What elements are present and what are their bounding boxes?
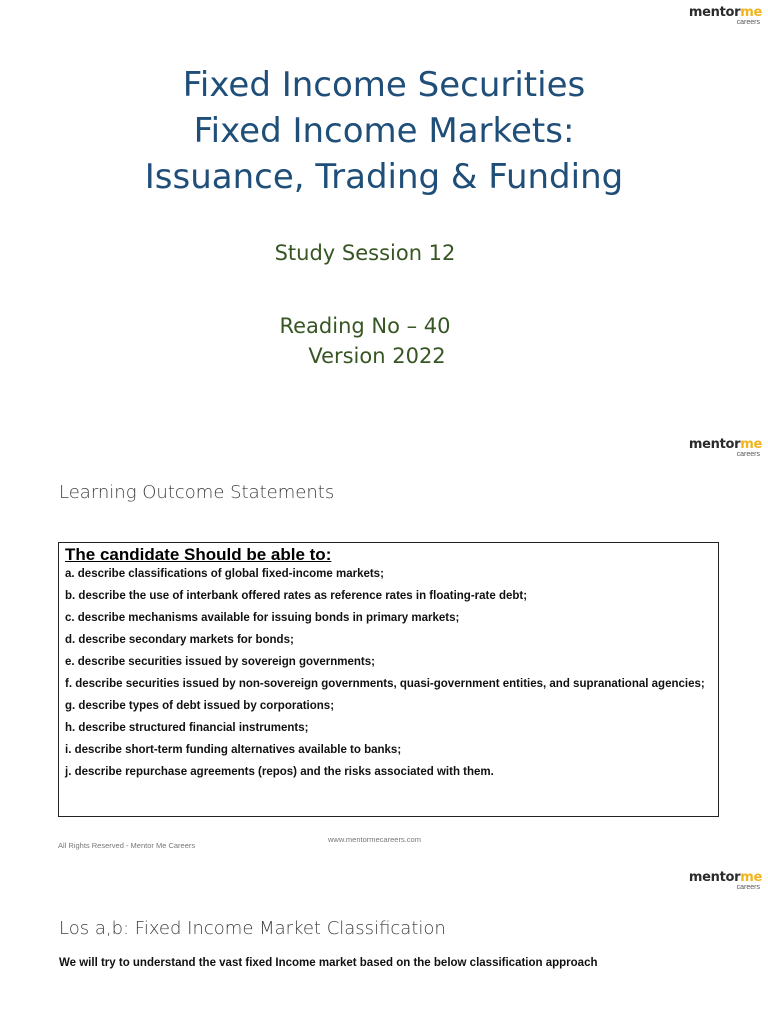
website-footer: www.mentormecareers.com	[328, 835, 421, 844]
reading-number: Reading No – 40	[279, 314, 451, 338]
los-slide	[0, 420, 768, 860]
list-item: f. describe securities issued by non-sovereign governments, quasi-government entities, and supranational agencies;	[65, 678, 705, 690]
study-session: Study Session 12	[274, 241, 456, 265]
intro-text: We will try to understand the vast fixed Income market based on the below classification approach	[59, 957, 598, 969]
section-title: Los a,b: Fixed Income Market Classification	[59, 918, 446, 939]
list-item: g. describe types of debt issued by corporations;	[65, 700, 335, 712]
list-item: h. describe structured financial instruments;	[65, 722, 309, 734]
copyright-footer: All Rights Reserved - Mentor Me Careers	[58, 841, 196, 850]
list-item: j. describe repurchase agreements (repos) and the risks associated with them.	[65, 766, 494, 778]
los-heading: The candidate Should be able to:	[65, 545, 332, 564]
list-item: d. describe secondary markets for bonds;	[65, 634, 294, 646]
mentorme-logo: mentorme careers	[688, 437, 762, 458]
title-slide	[0, 0, 768, 410]
list-item: c. describe mechanisms available for issuing bonds in primary markets;	[65, 612, 460, 624]
mentorme-logo: mentorme careers	[688, 5, 762, 26]
los-box	[58, 542, 719, 817]
classification-slide	[0, 860, 768, 1024]
list-item: b. describe the use of interbank offered rates as reference rates in floating-rate debt;	[65, 590, 528, 602]
slide-title	[0, 62, 768, 200]
version: Version 2022	[308, 344, 446, 368]
list-item: i. describe short-term funding alternatives available to banks;	[65, 744, 402, 756]
list-item: e. describe securities issued by sovereign governments;	[65, 656, 375, 668]
title-line-1: Fixed Income Securities	[182, 65, 586, 105]
mentorme-logo: mentorme careers	[688, 870, 762, 891]
section-title: Learning Outcome Statements	[59, 482, 335, 503]
title-line-3: Issuance, Trading & Funding	[144, 157, 624, 197]
list-item: a. describe classifications of global fixed-income markets;	[65, 568, 384, 580]
title-line-2: Fixed Income Markets:	[193, 111, 575, 151]
